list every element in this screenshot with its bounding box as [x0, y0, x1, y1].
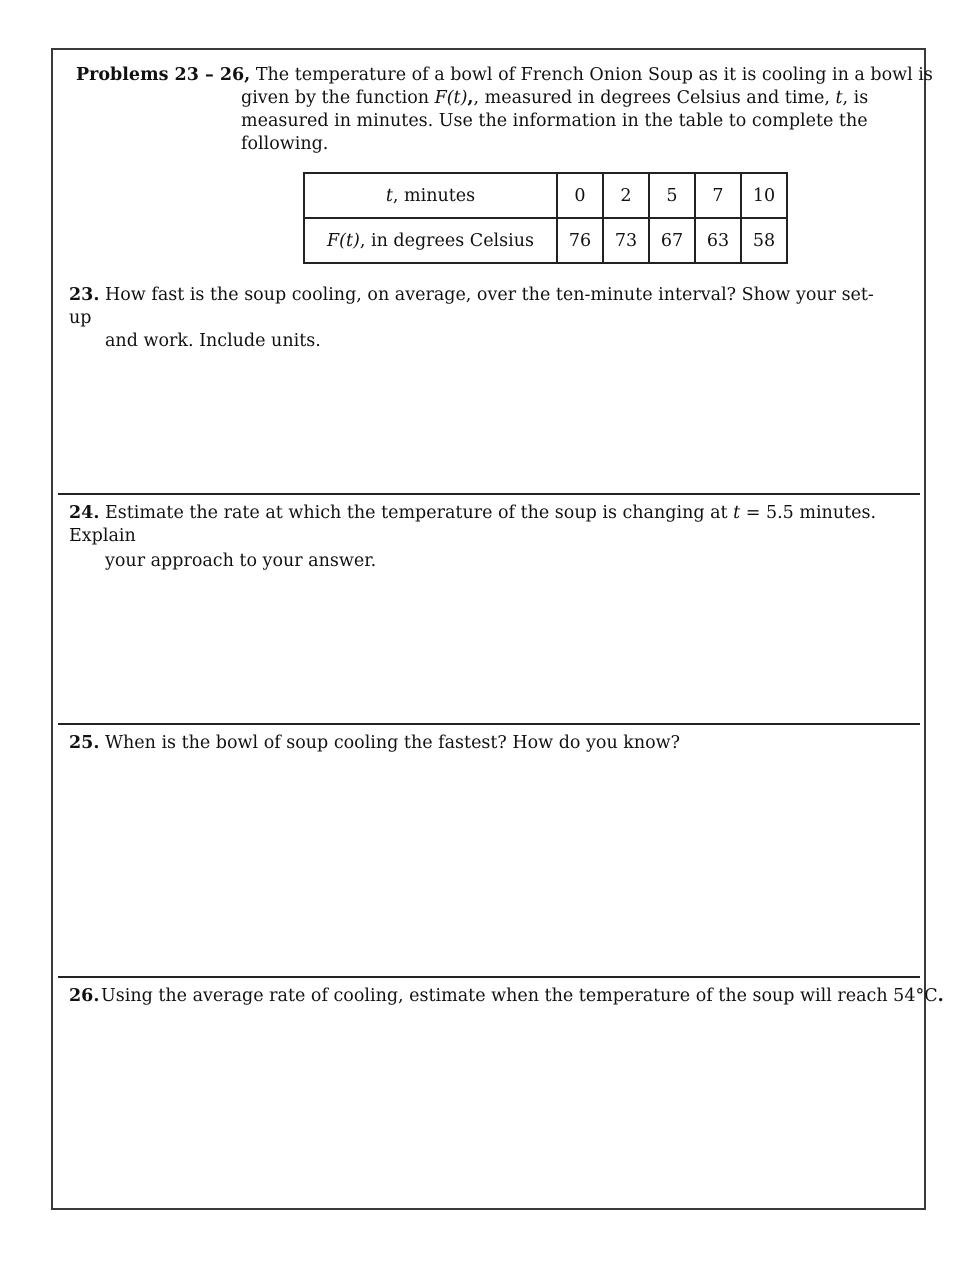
problems-heading: Problems 23 – 26, [76, 65, 251, 85]
problem-intro [76, 64, 933, 156]
time-value: 0 [557, 173, 603, 218]
intro-text-1: The temperature of a bowl of French Onion Soup as it is cooling in a bowl is [250, 65, 933, 85]
question-text-b: = 5.5 minutes. Explain [69, 503, 877, 546]
question-text-continued: and work. Include units. [105, 331, 321, 351]
function-notation: F(t) [434, 88, 468, 108]
intro-text-2a: given by the function [241, 88, 435, 108]
question-text-continued: your approach to your answer. [105, 551, 377, 571]
intro-text-2b: , measured in degrees Celsius and time, [473, 88, 836, 108]
question-text: When is the bowl of soup cooling the fastest? How do you know? [105, 733, 681, 753]
time-variable: t [733, 503, 741, 523]
question-number: 24. [69, 503, 100, 523]
table-row-temperature [304, 218, 787, 263]
time-value: 10 [741, 173, 787, 218]
temperature-value: 58 [741, 218, 787, 263]
intro-line-4: following. [241, 134, 329, 154]
question-text: How fast is the soup cooling, on average, over the ten-minute interval? Show your set-up [69, 285, 874, 328]
time-value: 7 [695, 173, 741, 218]
temp-unit: , in degrees Celsius [359, 230, 534, 251]
time-value: 2 [603, 173, 649, 218]
question-24 [69, 502, 889, 573]
temperature-value: 63 [695, 218, 741, 263]
temp-var: F(t) [327, 230, 360, 251]
intro-continuation [76, 87, 876, 156]
time-value: 5 [649, 173, 695, 218]
temperature-table [303, 172, 788, 264]
time-var: t [385, 185, 393, 206]
time-unit: , minutes [392, 185, 476, 206]
table-row-time [304, 173, 787, 218]
question-number: 23. [69, 285, 100, 305]
intro-text-2c: , is [842, 88, 869, 108]
question-text: Estimate the rate at which the temperature of the soup is changing at [105, 503, 734, 523]
question-25 [69, 732, 889, 755]
intro-line-3: measured in minutes. Use the information in the table to complete the [241, 111, 868, 131]
section-divider [58, 493, 920, 495]
intro-line-2: given by the function F(t),, measured in degrees Celsius and time, t, is [241, 88, 869, 108]
intro-line-1 [76, 64, 933, 87]
temperature-value: 73 [603, 218, 649, 263]
question-23 [69, 284, 889, 353]
question-number: 26. [69, 986, 100, 1006]
temperature-value: 67 [649, 218, 695, 263]
time-row-label [304, 173, 557, 218]
question-period: . [937, 986, 944, 1006]
section-divider [58, 723, 920, 725]
section-divider [58, 976, 920, 978]
time-variable: t [835, 88, 843, 108]
temperature-value: 76 [557, 218, 603, 263]
temperature-row-label [304, 218, 557, 263]
question-26 [69, 985, 944, 1008]
question-number: 25. [69, 733, 100, 753]
question-text: Using the average rate of cooling, estimate when the temperature of the soup will reach 54°C [101, 986, 938, 1006]
